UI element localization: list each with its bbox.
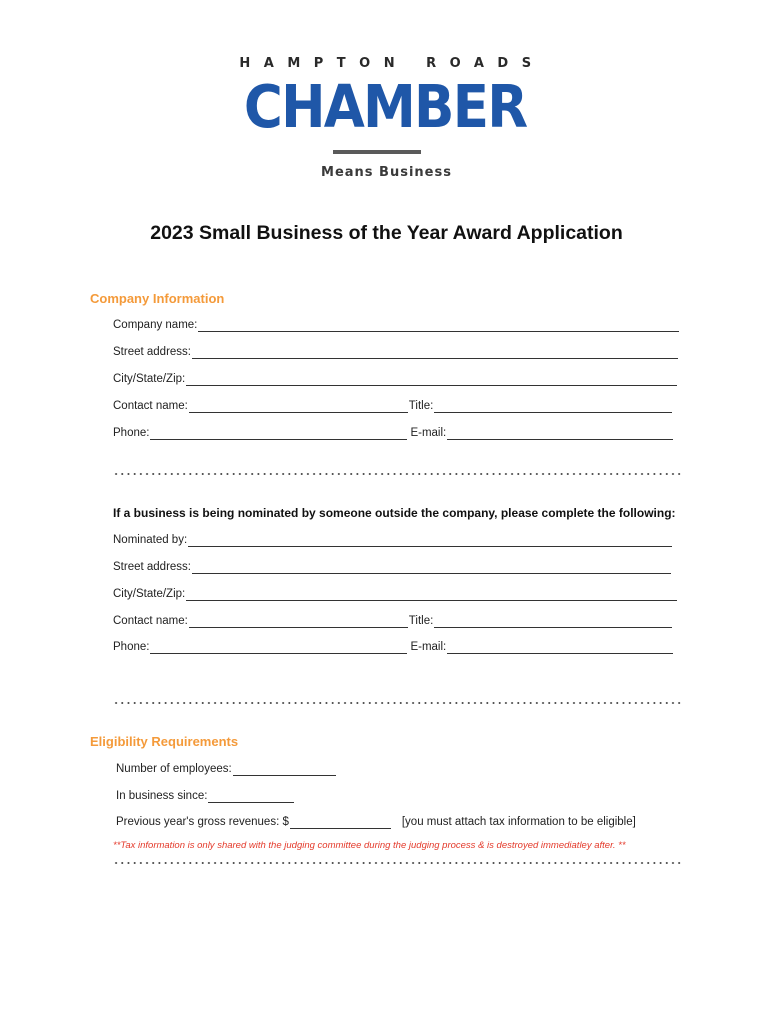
employees-label: Number of employees: xyxy=(116,763,232,775)
phone-email-row xyxy=(113,426,674,440)
tax-disclaimer: **Tax information is only shared with the judging committee during the judging process & is destroyed immediatley after. ** xyxy=(113,840,626,851)
nominator-instruction: If a business is being nominated by someone outside the company, please complete the following: xyxy=(113,506,676,520)
company-name-row xyxy=(113,318,680,332)
nominator-city-field[interactable] xyxy=(186,589,677,601)
since-row xyxy=(116,789,295,803)
page-title: 2023 Small Business of the Year Award Application xyxy=(150,222,623,244)
nominator-city-row xyxy=(113,587,678,601)
nominator-contact-label: Contact name: xyxy=(113,615,188,627)
email-label: E-mail: xyxy=(410,427,447,439)
nominator-phone-row xyxy=(113,640,674,654)
nominator-email-field[interactable] xyxy=(447,642,673,654)
eligibility-heading: Eligibility Requirements xyxy=(90,734,239,749)
title-field[interactable] xyxy=(434,401,672,413)
logo-tagline: Means Business xyxy=(321,165,452,180)
section-divider xyxy=(113,702,683,704)
employees-field[interactable] xyxy=(233,764,336,776)
city-state-zip-field[interactable] xyxy=(186,374,677,386)
contact-name-field[interactable] xyxy=(189,401,408,413)
nominator-street-label: Street address: xyxy=(113,561,191,573)
nominator-street-row xyxy=(113,560,672,574)
revenues-note: [you must attach tax information to be eligible] xyxy=(401,816,636,828)
contact-title-row xyxy=(113,399,673,413)
nominator-title-label: Title: xyxy=(408,615,434,627)
revenues-row xyxy=(116,815,636,829)
nominator-phone-label: Phone: xyxy=(113,641,150,653)
street-address-row xyxy=(113,345,679,359)
contact-name-label: Contact name: xyxy=(113,400,188,412)
city-state-zip-label: City/State/Zip: xyxy=(113,373,186,385)
nominated-by-field[interactable] xyxy=(188,535,672,547)
nominated-by-label: Nominated by: xyxy=(113,534,188,546)
nominator-contact-field[interactable] xyxy=(189,616,408,628)
company-name-label: Company name: xyxy=(113,319,198,331)
nominated-by-row xyxy=(113,533,673,547)
revenues-field[interactable] xyxy=(290,817,391,829)
email-field[interactable] xyxy=(447,428,673,440)
title-label: Title: xyxy=(408,400,434,412)
revenues-label: Previous year's gross revenues: $ xyxy=(116,816,289,828)
nominator-phone-field[interactable] xyxy=(150,642,407,654)
street-address-field[interactable] xyxy=(192,347,678,359)
nominator-title-field[interactable] xyxy=(434,616,672,628)
company-info-heading: Company Information xyxy=(90,291,225,306)
employees-row xyxy=(116,762,337,776)
section-divider xyxy=(113,862,683,864)
nominator-email-label: E-mail: xyxy=(410,641,447,653)
section-divider xyxy=(113,473,683,475)
since-field[interactable] xyxy=(208,791,294,803)
nominator-city-label: City/State/Zip: xyxy=(113,588,186,600)
street-address-label: Street address: xyxy=(113,346,191,358)
city-state-zip-row xyxy=(113,372,678,386)
logo-wordmark: CHAMBER xyxy=(243,72,527,141)
phone-label: Phone: xyxy=(113,427,150,439)
logo-top-text: HAMPTON ROADS xyxy=(239,56,545,71)
since-label: In business since: xyxy=(116,790,208,802)
nominator-street-field[interactable] xyxy=(192,562,671,574)
company-name-field[interactable] xyxy=(198,320,679,332)
nominator-contact-row xyxy=(113,614,673,628)
logo-divider xyxy=(333,150,421,154)
phone-field[interactable] xyxy=(150,428,407,440)
